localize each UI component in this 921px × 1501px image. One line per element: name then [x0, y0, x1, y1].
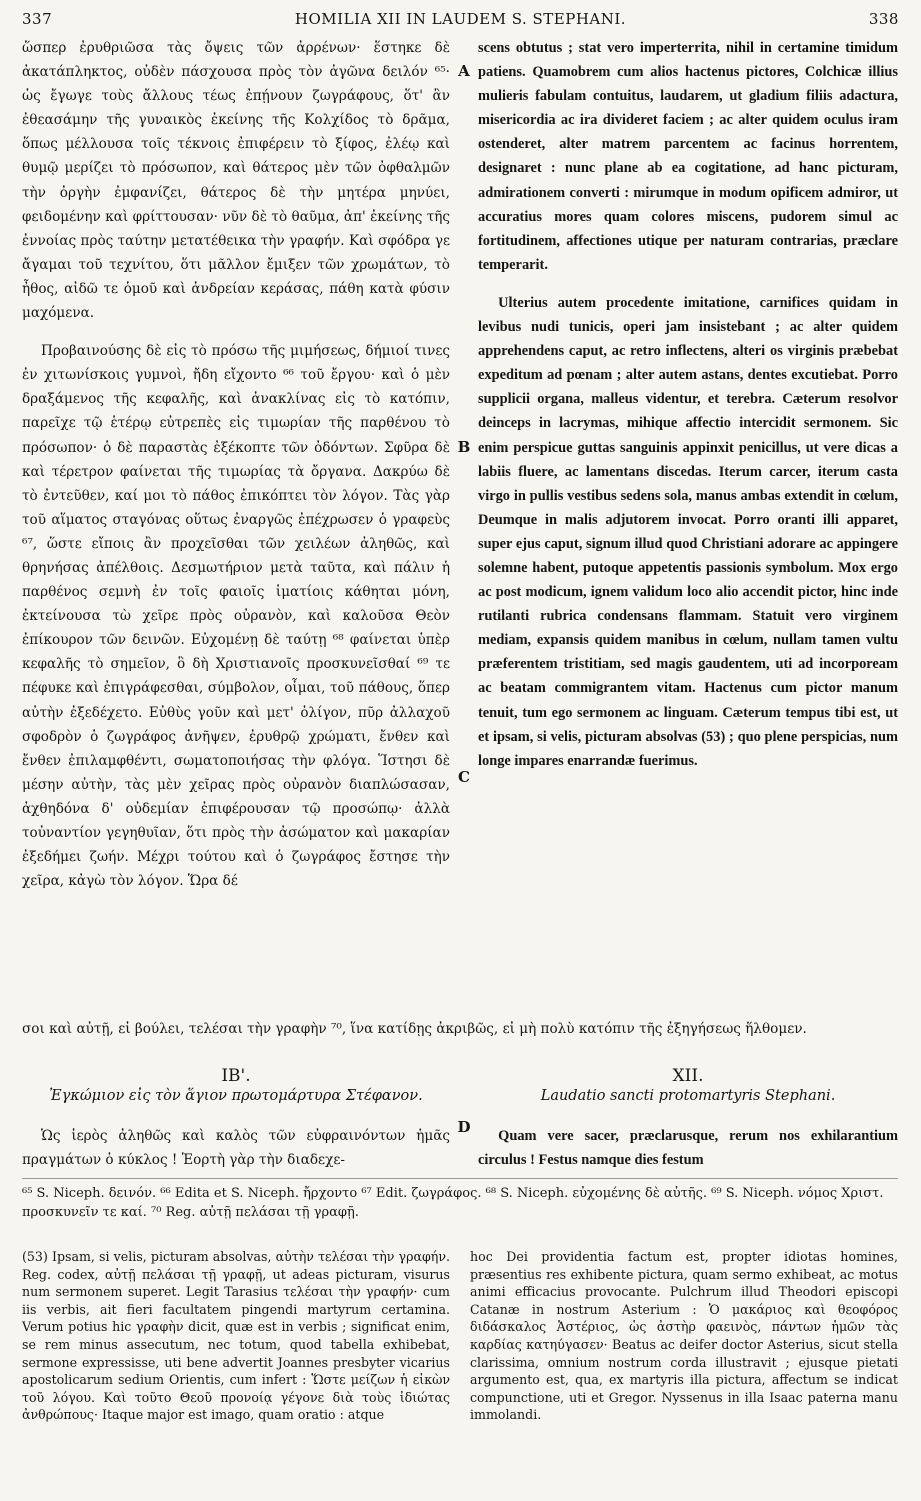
greek-paragraph-2: Προβαινούσης δὲ εἰς τὸ πρόσω τῆς μιμήσεως, δήμιοί τινες ἐν χιτωνίσκοις γυμνοὶ, ἤδη εἴχοντο ⁶⁶ τοῦ ἔργου· καὶ ὁ μὲν δραξάμενος τῆς κεφαλῆς, καὶ ἀνακλίνας εἰς τὸ κατόπιν, παρεῖχε τῷ ἑτέρῳ εὐτρεπὲς εἰς τιμωρίαν τῆς παρθένου τὸ πρόσωπον· ὁ δὲ παραστὰς ἐξέκοπτε τῶν ὀδόντων. Σφῦρα δὲ καὶ τέρετρον φαίνεται τῆς τιμωρίας τὰ ὄργανα. Δακρύω δὲ τὸ ἐντεῦθεν, καί μοι τὸ πάθος ἐπικόπτει τὸν λόγον. Τὰς γὰρ τοῦ αἵματος σταγόνας οὕτως ἐναργῶς ἐπέχρωσεν ὁ γραφεὺς ⁶⁷, ὥστε εἴποις ἂν προχεῖσθαι τῶν χειλέων ἀληθῶς, καὶ θρηνήσας ἀπέλθοις. Δεσμωτήριον μετὰ ταῦτα, καὶ πάλιν ἡ παρθένος σεμνὴ ἐν τοῖς φαιοῖς ἱματίοις κάθηται μόνη, ἐκτείνουσα τὼ χεῖρε πρὸς οὐρανὸν, καὶ καλοῦσα Θεὸν ἐπίκουρον τῶν δεινῶν. Εὐχομένῃ δὲ ταύτῃ ⁶⁸ φαίνεται ὑπὲρ κεφαλῆς τὸ σημεῖον, ὃ δὴ Χριστιανοῖς προσκυνεῖσθαί ⁶⁹ τε πέφυκε καὶ ἐπιγράφεσθαι, σύμβολον, οἶμαι, τοῦ πάθους, ὅπερ αὐτὴν ἐξεδέχετο. Εὐθὺς γοῦν καὶ μετ' ὀλίγον, πῦρ ἀλλαχοῦ σφοδρὸν ὁ ζωγράφος ἀνῆψεν, ἐρυθρῷ χρώματι, ἔνθεν καὶ ἔνθεν ἐπιλαμφθέντι, σωματοποιήσας τὴν φλόγα. Ἵστησι δὲ μέσην αὐτὴν, τὰς μὲν χεῖρας πρὸς οὐρανὸν διαπλώσασαν, ἀχθηδόνα δ' οὐδεμίαν ἐπιφέρουσαν τῷ προσώπῳ· ἀλλὰ τοὐναντίον γεγηθυῖαν, ὅτι πρὸς τὴν ἀσώματον καὶ μακαρίαν ἐξεδήμει ζωήν. Μέχρι τούτου καὶ ὁ ζωγράφος ἔστησε τὴν χεῖρα, κἀγὼ τὸν λόγον. Ὥρα δέ — [22, 343, 450, 890]
latin-section-heading — [478, 1066, 898, 1106]
latin-column — [478, 36, 898, 773]
margin-mark-d: D — [457, 1118, 471, 1136]
running-title: HOMILIA XII IN LAUDEM S. STEPHANI. — [294, 10, 627, 28]
margin-mark-c: C — [458, 768, 470, 786]
greek-column — [22, 36, 450, 893]
greek-section-text: Ὡς ἱερὸς ἀληθῶς καὶ καλὸς τῶν εὐφραινόντων ἡμᾶς πραγμάτων ὁ κύκλος ! Ἑορτὴ γὰρ τὴν διαδεχε- — [22, 1128, 450, 1169]
latin-section-text: Quam vere sacer, præclarusque, rerum nos exhilarantium circulus ! Festus namque dies festum — [478, 1128, 898, 1169]
commentary-right — [470, 1248, 898, 1424]
greek-section-text-block — [22, 1124, 450, 1172]
full-width-line: σοι καὶ αὐτῇ, εἰ βούλει, τελέσαι τὴν γραφὴν ⁷⁰, ἵνα κατίδῃς ἀκριβῶς, εἰ μὴ πολὺ κατόπιν τῆς ἐξηγήσεως ἥλθομεν. — [22, 1021, 807, 1037]
latin-section-text-block — [478, 1124, 898, 1172]
margin-mark-a: A — [458, 62, 470, 80]
page-number-right: 338 — [868, 10, 899, 28]
commentary-left-text: (53) Ipsam, si velis, picturam absolvas, αὐτὴν τελέσαι τὴν γραφήν. Reg. codex, αὐτῇ πελάσαι τῇ γραφῇ, ut adeas picturam, visurus num sermonem superet. Legit Tarasius τελέσαι τὴν γραφήν· cum iis verbis, ait fieri facultatem pingendi martyrum certamina. Verum potius hic γραφὴν dicit, quæ est in verbis ; significat enim, se rem minus assecutum, nec totum, quod tabella exhibebat, sermone expressisse, uti bene advertit Joannes presbyter vicarius apostolicarum sedium Orientis, cum infert : Ὥστε μείζων ἡ εἰκὼν τοῦ λόγου. Καὶ τοῦτο Θεοῦ προνοίᾳ γέγονε διὰ τοὺς ἰδιώτας ἀνθρώπους· Itaque major est imago, quam oratio : atque — [22, 1249, 450, 1423]
margin-mark-b: B — [457, 438, 471, 456]
latin-paragraph-2: Ulterius autem procedente imitatione, carnifices quidam in levibus nudi tunicis, operi jam insistebant ; ac alter quidem apprehendens caput, ac retro inflectens, alteri os virginis præbebat expeditum ad pœnam ; alter autem astans, dentes excutiebat. Porro supplicii organa, malleus videntur, et terebra. Cæterum resolvor deinceps in lacrymas, mihique affectio intercidit sermonem. Sic enim perspicue guttas sanguinis appinxit penicillus, ut vere dicas a labiis fluere, ac lamentans discedas. Iterum carcer, iterum casta virgo in pullis vestibus sedens sola, manus ambas extendit in cœlum, Deumque in malis adjutorem invocat. Porro oranti illi apparet, super ejus caput, signum illud quod Christiani adorare ac appingere solemne habent, putoque appetentis passionis symbolum. Mox ergo ac post modicum, ignem validum loco alio accendit pictor, hinc inde rutilanti rubrica condensans flammam. Statuit vero virginem mediam, expansis quidem manibus in cœlum, nullam tamen vultu præferentem tristitiam, sed magis gaudentem, uti ad incorpoream ac beatam commigrantem vitam. Hactenus cum pictor manum tenuit, tum ego sermonem ac linguam. Cæterum tempus tibi est, ut et ipsam, si velis, picturam absolvas (53) ; quo plene perspicias, num longe impares enarrandæ fuerimus. — [478, 294, 898, 769]
variant-footnotes: ⁶⁵ S. Niceph. δεινόν. ⁶⁶ Edita et S. Niceph. ἤρχοντο ⁶⁷ Edit. ζωγράφος. ⁶⁸ S. Niceph. εὐχομένης δὲ αὐτῆς. ⁶⁹ S. Niceph. νόμος Χριστ. προσκυνεῖν τε καί. ⁷⁰ Reg. αὐτῇ πελάσαι τῇ γραφῇ. — [22, 1186, 884, 1220]
footnote-rule — [22, 1178, 898, 1179]
commentary-left — [22, 1248, 450, 1424]
latin-section-number: XII. — [672, 1066, 704, 1086]
greek-section-number: ΙΒ'. — [221, 1066, 251, 1086]
greek-section-title: Ἐγκώμιον εἰς τὸν ἅγιον πρωτομάρτυρα Στέφανον. — [49, 1088, 423, 1104]
page-number-left: 337 — [22, 10, 53, 28]
greek-section-heading — [22, 1066, 450, 1106]
latin-paragraph-1: scens obtutus ; stat vero imperterrita, nihil in certamine timidum patiens. Quamobrem cum alios hactenus pictores, Colchicæ illius mulieris fabulam contuitus, laudarem, ut gladium filiis adactura, misericordia ac ira divideret faciem ; ac alter quidem oculus iram ostenderet, alter matrem parcentem ac facinus horrentem, designaret : nunc plane ab ea cogitatione, ad hanc picturam, admirationem converti : mirumque in modum opificem admiror, ut accuratius mores quam colores miscens, pudorem simul ac fortitudinem, affectiones utique per naturam contrarias, præclare temperarit. — [478, 40, 898, 273]
greek-paragraph-1: ὥσπερ ἐρυθριῶσα τὰς ὄψεις τῶν ἀρρένων· ἕστηκε δὲ ἀκατάπληκτος, οὐδὲν πάσχουσα πρὸς τὸν ἀγῶνα δειλόν ⁶⁵· ὡς ἔγωγε τοὺς ἄλλους τέως ἐπῄνουν ζωγράφους, ὅτ' ἂν ἐθεασάμην τῆς γυναικὸς ἐκείνης τῆς Κολχίδος τὸ δρᾶμα, ὅπως μέλλουσα τοῖς τέκνοις ἐπιφέρειν τὸ ξίφος, ἐλέῳ καὶ θυμῷ μερίζει τὸ πρόσωπον, καὶ θάτερος μὲν τῶν ὀφθαλμῶν τὴν ὀργὴν ἐμφανίζει, θάτερος δὲ τὴν μητέρα μηνύει, φειδομένην καὶ φρίττουσαν· νῦν δὲ τὸ θαῦμα, ἀπ' ἐκείνης τῆς ἐννοίας πρὸς ταύτην μετατέθεικα τὴν γραφήν. Καὶ σφόδρα γε ἄγαμαι τοῦ τεχνίτου, ὅτι μᾶλλον ἔμιξεν τῶν χρωμάτων, τὸ ἦθος, αἰδῶ τε ὁμοῦ καὶ ἀνδρείαν κεράσας, πάθη κατὰ φύσιν μαχόμενα. — [22, 40, 450, 322]
running-header — [22, 6, 899, 32]
commentary-right-text: hoc Dei providentia factum est, propter idiotas homines, præsentius res exhibente pictura, quam sermo exhibeat, ac motus animi efficacius provocante. Pulchrum illud Theodori episcopi Catanæ in nostrum Asterium : Ὁ μακάριος καὶ θεοφόρος διδάσκαλος Ἀστέριος, ὡς ἀστὴρ φαεινὸς, πάντων ἡμῶν τὰς καρδίας κατηύγασεν· Beatus ac deifer doctor Asterius, sicut stella clarissima, omnium nostrum corda illustravit ; ejusque pietati argumento est, qua, ex martyris illa pictura, affectum se indicat compunctione, uti et Gregor. Nyssenus in illa Isaac paterna manu immolandi. — [470, 1249, 898, 1423]
latin-section-title: Laudatio sancti protomartyris Stephani. — [540, 1088, 836, 1104]
